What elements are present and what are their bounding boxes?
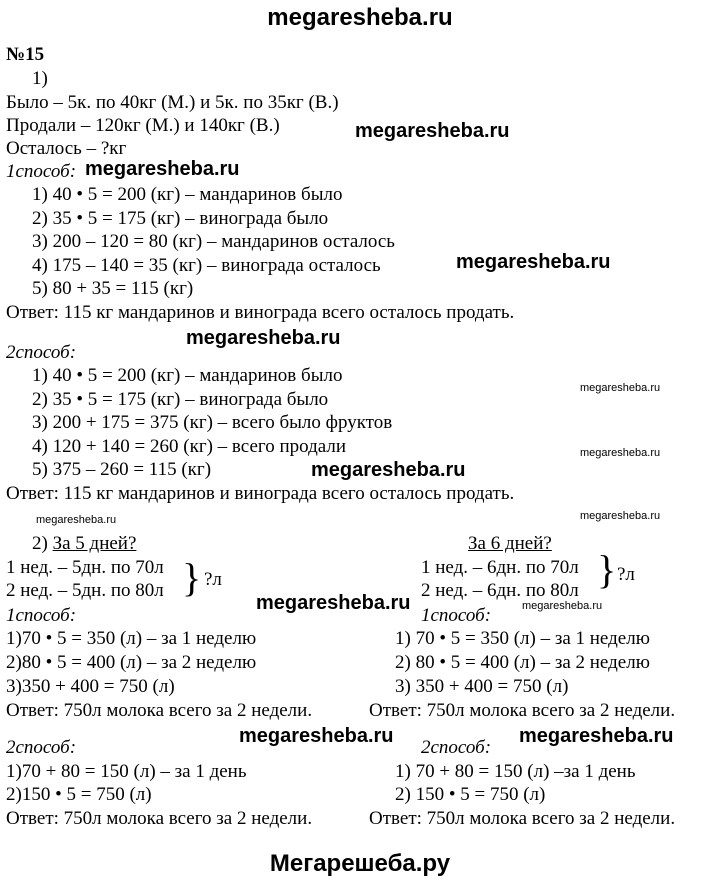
watermark-small: megaresheba.ru <box>580 447 661 459</box>
answer-line: Ответ: 115 кг мандаринов и винограда всего осталось продать. <box>6 302 515 323</box>
brace-icon: } <box>597 547 617 592</box>
watermark: megaresheba.ru <box>239 725 394 747</box>
solution-step: 2) 35 • 5 = 175 (кг) – винограда было <box>32 389 329 410</box>
brace-icon: } <box>182 555 202 600</box>
watermark-small: megaresheba.ru <box>36 514 117 526</box>
solution-step: 2) 150 • 5 = 750 (л) <box>395 784 546 805</box>
solution-step: 3) 200 + 175 = 375 (кг) – всего было фруктов <box>32 412 393 433</box>
watermark: megaresheba.ru <box>519 725 674 747</box>
method-label: 1способ: <box>6 605 77 626</box>
solution-step: 1) 40 • 5 = 200 (кг) – мандаринов было <box>32 184 343 205</box>
answer-line: Ответ: 115 кг мандаринов и винограда всего осталось продать. <box>6 483 515 504</box>
solution-step: 1)70 + 80 = 150 (л) – за 1 день <box>6 761 247 782</box>
method-label: 2способ: <box>6 342 77 363</box>
problem-number: №15 <box>6 44 45 65</box>
watermark-bottom: Мегарешеба.ру <box>269 850 451 877</box>
given-line: Было – 5к. по 40кг (М.) и 5к. по 35кг (В.) <box>6 92 339 113</box>
given-line: 1 нед. – 6дн. по 70л <box>421 557 579 578</box>
given-line: 1 нед. – 5дн. по 70л <box>6 557 164 578</box>
solution-step: 2)80 • 5 = 400 (л) – за 2 неделю <box>6 652 257 673</box>
watermark: megaresheba.ru <box>355 120 510 142</box>
solution-step: 2) 35 • 5 = 175 (кг) – винограда было <box>32 208 329 229</box>
answer-line: Ответ: 750л молока всего за 2 недели. <box>369 700 676 721</box>
answer-line: Ответ: 750л молока всего за 2 недели. <box>6 808 313 829</box>
solution-step: 4) 175 – 140 = 35 (кг) – винограда осталось <box>32 255 381 276</box>
solution-step: 5) 80 + 35 = 115 (кг) <box>32 278 194 299</box>
watermark: megaresheba.ru <box>186 327 341 349</box>
part-label: 1) <box>32 68 48 89</box>
given-line: 2 нед. – 6дн. по 80л <box>421 580 579 601</box>
solution-step: 2) 80 • 5 = 400 (л) – за 2 неделю <box>395 652 650 673</box>
solution-step: 5) 375 – 260 = 115 (кг) <box>32 459 212 480</box>
question-mark: ?л <box>617 564 635 585</box>
watermark: megaresheba.ru <box>311 459 466 481</box>
answer-line: Ответ: 750л молока всего за 2 недели. <box>369 808 676 829</box>
watermark-small: megaresheba.ru <box>580 382 661 394</box>
solution-step: 1)70 • 5 = 350 (л) – за 1 неделю <box>6 628 257 649</box>
question-heading: За 6 дней? <box>468 533 552 554</box>
solution-step: 3)350 + 400 = 750 (л) <box>6 676 175 697</box>
solution-step: 3) 200 – 120 = 80 (кг) – мандаринов осталось <box>32 231 395 252</box>
given-line: Продали – 120кг (М.) и 140кг (В.) <box>6 115 280 136</box>
watermark: megaresheba.ru <box>456 251 611 273</box>
method-label: 1способ: <box>421 605 492 626</box>
part2-heading-left <box>32 533 136 555</box>
method-label: 1способ: <box>6 161 77 182</box>
given-line: Осталось – ?кг <box>6 138 127 159</box>
solution-step: 4) 120 + 140 = 260 (кг) – всего продали <box>32 436 347 457</box>
watermark-top: megaresheba.ru <box>267 4 453 31</box>
given-line: 2 нед. – 5дн. по 80л <box>6 580 164 601</box>
watermark: megaresheba.ru <box>85 158 240 180</box>
watermark-small: megaresheba.ru <box>522 600 603 612</box>
answer-line: Ответ: 750л молока всего за 2 недели. <box>6 700 313 721</box>
solution-step: 1) 70 + 80 = 150 (л) –за 1 день <box>395 761 636 782</box>
solution-step: 3) 350 + 400 = 750 (л) <box>395 676 569 697</box>
solution-step: 2)150 • 5 = 750 (л) <box>6 784 152 805</box>
part-label: 2) <box>32 533 53 554</box>
question-heading: За 5 дней? <box>52 533 137 554</box>
watermark: megaresheba.ru <box>256 592 411 614</box>
method-label: 2способ: <box>421 737 492 758</box>
solution-step: 1) 40 • 5 = 200 (кг) – мандаринов было <box>32 365 343 386</box>
question-mark: ?л <box>204 569 222 590</box>
watermark-small: megaresheba.ru <box>580 510 661 522</box>
method-label: 2способ: <box>6 737 77 758</box>
solution-step: 1) 70 • 5 = 350 (л) – за 1 неделю <box>395 628 650 649</box>
